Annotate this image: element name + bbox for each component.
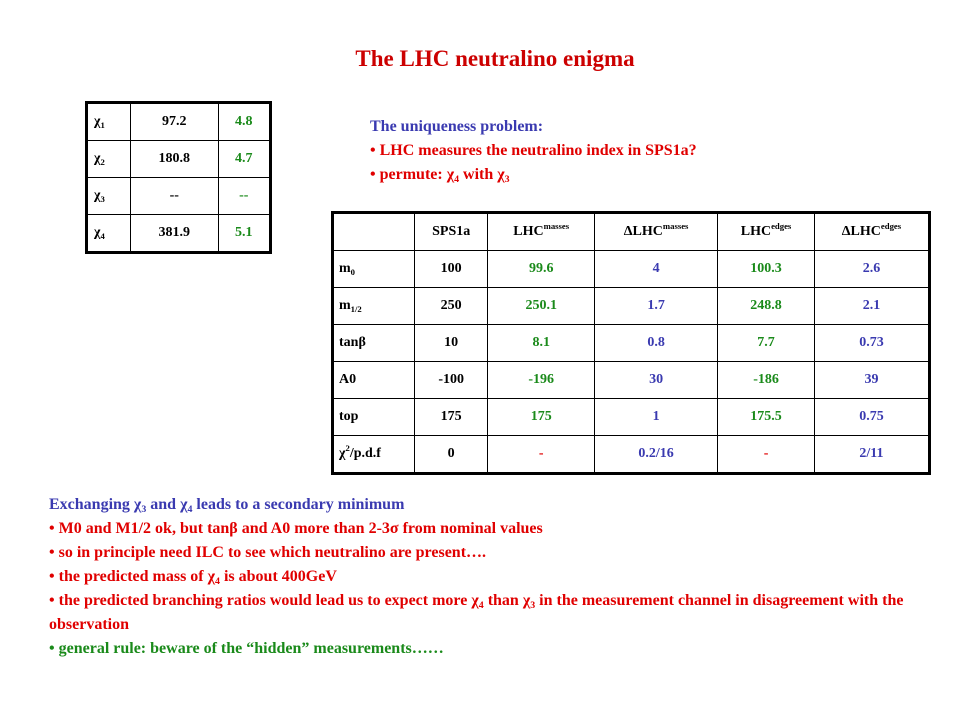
- table-cell: -196: [488, 362, 595, 399]
- table-cell: -100: [415, 362, 488, 399]
- fit-table-body: [333, 251, 930, 474]
- table-cell: 250: [415, 288, 488, 325]
- table-row: [333, 288, 930, 325]
- chi-symbol: χ: [94, 114, 101, 129]
- chi-label: [87, 178, 131, 215]
- row-label-text: top: [339, 409, 359, 424]
- table-cell: 175.5: [718, 399, 815, 436]
- table-row: [333, 325, 930, 362]
- chi-row: [87, 215, 271, 253]
- column-header: [595, 213, 718, 251]
- table-cell: 0: [415, 436, 488, 474]
- table-cell: -: [488, 436, 595, 474]
- header-text: ΔLHC: [841, 224, 881, 239]
- table-cell: 0.2/16: [595, 436, 718, 474]
- intro-heading: The uniqueness problem:: [370, 118, 544, 135]
- header-text: LHC: [740, 224, 772, 239]
- table-cell: 175: [488, 399, 595, 436]
- table-cell: 4: [595, 251, 718, 288]
- summary-bullet-4: • the predicted branching ratios would lead us to expect more $\chi_4$ than $\chi_3$ in the measurement channel in disagreement with the observation: [49, 592, 904, 633]
- chi-error: 4.7: [218, 141, 271, 178]
- row-label: [333, 288, 415, 325]
- header-sup: masses: [662, 221, 689, 231]
- summary-bullet-3: • the predicted mass of $\chi_4$ is about 400GeV: [49, 568, 337, 587]
- fit-table-header: [333, 213, 930, 251]
- table-cell: 175: [415, 399, 488, 436]
- chi-error: 4.8: [218, 103, 271, 141]
- intro-bullet-2: • permute: $\chi_4$ with $\chi_3$: [370, 166, 510, 185]
- table-cell: 1: [595, 399, 718, 436]
- row-label: [333, 436, 415, 474]
- header-text: ΔLHC: [623, 224, 663, 239]
- row-label-sup: 2: [345, 443, 350, 453]
- chi-error: 5.1: [218, 215, 271, 253]
- table-cell: 2.6: [814, 251, 929, 288]
- chi-symbol: χ: [94, 188, 101, 203]
- chi-index: 4: [100, 231, 105, 241]
- row-label-text: χ: [339, 446, 346, 461]
- table-cell: 30: [595, 362, 718, 399]
- header-text: LHC: [513, 224, 544, 239]
- table-cell: 2.1: [814, 288, 929, 325]
- uniqueness-intro: [370, 115, 697, 187]
- table-cell: 1.7: [595, 288, 718, 325]
- table-cell: 10: [415, 325, 488, 362]
- chi-table-body: [87, 103, 271, 253]
- row-label: [333, 325, 415, 362]
- chi-index: 2: [100, 157, 105, 167]
- table-cell: -186: [718, 362, 815, 399]
- summary-text: [49, 493, 949, 661]
- fit-results-table: [331, 211, 931, 475]
- row-label-text: tanβ: [339, 335, 366, 350]
- column-header: [415, 213, 488, 251]
- chi-row: [87, 141, 271, 178]
- table-cell: 250.1: [488, 288, 595, 325]
- page-title: The LHC neutralino enigma: [355, 46, 635, 71]
- header-text: SPS1a: [432, 224, 471, 239]
- summary-heading: Exchanging $\chi_3$ and $\chi_4$ leads to a secondary minimum: [49, 496, 405, 515]
- table-cell: 7.7: [718, 325, 815, 362]
- chi-symbol: χ: [94, 151, 101, 166]
- header-sup: masses: [543, 221, 570, 231]
- chi-index: 1: [100, 120, 105, 130]
- chi-symbol: χ: [94, 225, 101, 240]
- chi-error: --: [218, 178, 271, 215]
- table-cell: 8.1: [488, 325, 595, 362]
- chi-mass: 180.8: [131, 141, 219, 178]
- table-cell: 0.73: [814, 325, 929, 362]
- column-header: [718, 213, 815, 251]
- neutralino-mass-table: [85, 101, 272, 254]
- table-cell: 99.6: [488, 251, 595, 288]
- table-cell: 0.8: [595, 325, 718, 362]
- row-label: [333, 251, 415, 288]
- chi-label: [87, 141, 131, 178]
- column-header: [488, 213, 595, 251]
- row-label-sub: 1/2: [350, 304, 362, 314]
- chi-row: [87, 178, 271, 215]
- row-label: [333, 399, 415, 436]
- table-cell: 39: [814, 362, 929, 399]
- chi-index: 3: [100, 194, 105, 204]
- summary-bullet-5: • general rule: beware of the “hidden” measurements……: [49, 640, 444, 657]
- chi-row: [87, 103, 271, 141]
- summary-bullet-2: • so in principle need ILC to see which neutralino are present….: [49, 544, 487, 561]
- column-header: [333, 213, 415, 251]
- table-row: [333, 399, 930, 436]
- row-label-text: A0: [339, 372, 357, 387]
- table-cell: 100: [415, 251, 488, 288]
- table-cell: 248.8: [718, 288, 815, 325]
- table-row: [333, 251, 930, 288]
- chi-mass: 381.9: [131, 215, 219, 253]
- row-label-sub: 0: [350, 267, 356, 277]
- row-label-text: m: [339, 261, 351, 276]
- chi-mass: 97.2: [131, 103, 219, 141]
- summary-bullet-1: • M0 and M1/2 ok, but tanβ and A0 more than 2-3σ from nominal values: [49, 520, 543, 537]
- table-cell: -: [718, 436, 815, 474]
- row-label: [333, 362, 415, 399]
- table-row: [333, 436, 930, 474]
- table-cell: 2/11: [814, 436, 929, 474]
- chi-mass: --: [131, 178, 219, 215]
- chi-label: [87, 215, 131, 253]
- header-sup: edges: [880, 221, 902, 231]
- table-cell: 0.75: [814, 399, 929, 436]
- header-sup: edges: [771, 221, 792, 231]
- table-cell: 100.3: [718, 251, 815, 288]
- intro-bullet-1: • LHC measures the neutralino index in SPS1a?: [370, 142, 697, 159]
- chi-label: [87, 103, 131, 141]
- row-label-tail: /p.d.f: [349, 446, 381, 461]
- column-header: [814, 213, 929, 251]
- table-row: [333, 362, 930, 399]
- row-label-text: m: [339, 298, 351, 313]
